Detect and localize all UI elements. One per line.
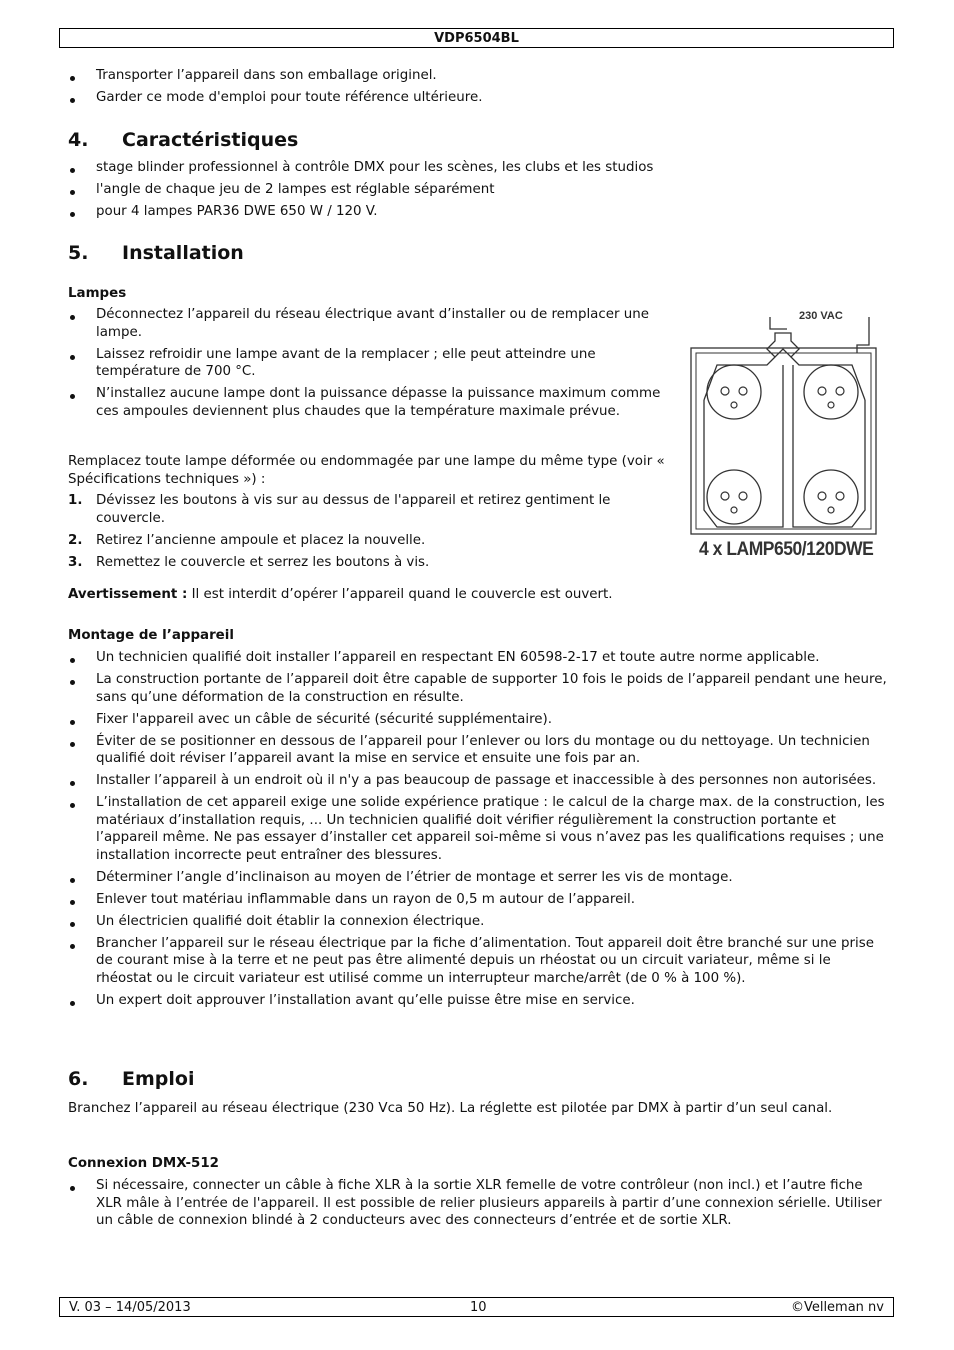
dmx-subheading: Connexion DMX-512 xyxy=(68,1156,219,1171)
list-item: Si nécessaire, connecter un câble à fiche XLR à la sortie XLR femelle de votre contrôleur (non incl.) et l’autre fiche XLR mâle à l’entrée de l'appareil. Il est possible de relier plusieurs appareils à partir d’une connexion sérielle. Utiliser un câble de connexion blindé à 2 conducteurs avec des connecteurs d’entrée et de sortie XLR. xyxy=(68,1177,888,1230)
list-item: pour 4 lampes PAR36 DWE 650 W / 120 V. xyxy=(68,203,888,221)
section-title: Emploi xyxy=(122,1068,195,1090)
list-item: Fixer l'appareil avec un câble de sécurité (sécurité supplémentaire). xyxy=(68,711,888,729)
dmx-bullet-list xyxy=(68,1177,888,1234)
lamp-socket xyxy=(707,365,761,419)
wiring-diagram-svg xyxy=(687,305,881,567)
replace-lamp-text: Remplacez toute lampe déformée ou endommagée par une lampe du même type (voir « Spécifications techniques ») : xyxy=(68,454,665,487)
list-item: Déconnectez l’appareil du réseau électrique avant d’installer ou de remplacer une lampe. xyxy=(68,306,668,341)
list-item: Un expert doit approuver l’installation avant qu’elle puisse être mise en service. xyxy=(68,992,888,1010)
model-title: VDP6504BL xyxy=(434,31,519,46)
step-number: 1. xyxy=(68,493,83,508)
warning-label: Avertissement : xyxy=(68,587,188,602)
list-item: Déterminer l’angle d’inclinaison au moyen de l’étrier de montage et serrer les vis de montage. xyxy=(68,869,888,887)
usage-text: Branchez l’appareil au réseau électrique (230 Vca 50 Hz). La réglette est pilotée par DMX à partir d’un seul canal. xyxy=(68,1101,833,1116)
mounting-subheading: Montage de l’appareil xyxy=(68,628,234,643)
lamps-bullet-list xyxy=(68,306,668,425)
lamp-socket xyxy=(707,470,761,524)
warning-body: Il est interdit d’opérer l’appareil quand le couvercle est ouvert. xyxy=(187,587,613,602)
list-item: Transporter l’appareil dans son emballage originel. xyxy=(68,67,888,85)
features-list xyxy=(68,159,888,225)
list-item: l'angle de chaque jeu de 2 lampes est réglable séparément xyxy=(68,181,888,199)
page-footer xyxy=(59,1297,894,1317)
diagram-caption: 4 x LAMP650/120DWE xyxy=(699,539,874,560)
list-item: Brancher l’appareil sur le réseau électrique par la fiche d’alimentation. Tout appareil doit être branché sur une prise de courant mise à la terre et ne peut pas être alimenté depuis un rhéostat ou un circuit variateur, même si le rhéostat ou le circuit variateur est utilisé comme un interrupteur marche/arrêt (de 0 % à 100 %). xyxy=(68,935,888,988)
list-item: stage blinder professionnel à contrôle DMX pour les scènes, les clubs et les studios xyxy=(68,159,888,177)
step-text: Retirez l’ancienne ampoule et placez la nouvelle. xyxy=(96,532,426,548)
mounting-bullet-list xyxy=(68,649,888,1014)
step-number: 2. xyxy=(68,532,83,548)
list-item: La construction portante de l’appareil doit être capable de supporter 10 fois le poids de l’appareil pendant une heure, sans qu’une déformation de la construction en résulte. xyxy=(68,671,888,706)
copyright: ©Velleman nv xyxy=(790,1300,884,1315)
lamp-socket xyxy=(804,365,858,419)
voltage-label: 230 VAC xyxy=(799,310,843,322)
page-number: 10 xyxy=(470,1300,487,1315)
list-item xyxy=(68,492,668,527)
intro-bullet-list xyxy=(68,67,888,111)
list-item: Un technicien qualifié doit installer l’appareil en respectant EN 60598-2-17 et toute autre norme applicable. xyxy=(68,649,888,667)
list-item: Installer l’appareil à un endroit où il n'y a pas beaucoup de passage et inaccessible à des personnes non autorisées. xyxy=(68,772,888,790)
lamp-wiring-diagram xyxy=(687,305,881,567)
lamps-subheading: Lampes xyxy=(68,286,127,301)
step-number: 3. xyxy=(68,554,83,570)
section-title: Caractéristiques xyxy=(122,129,299,151)
section-number: 5. xyxy=(68,242,89,264)
page-header xyxy=(59,28,894,48)
section-6-heading xyxy=(68,1068,942,1090)
version-date: V. 03 – 14/05/2013 xyxy=(69,1300,191,1315)
list-item: Éviter de se positionner en dessous de l’appareil pour l’enlever ou lors du montage ou du nettoyage. Un technicien qualifié doit réviser l’appareil avant la mise en service et ensuite une fois par an. xyxy=(68,733,888,768)
section-title: Installation xyxy=(122,242,244,264)
list-item: Garder ce mode d'emploi pour toute référence ultérieure. xyxy=(68,89,888,107)
list-item: Enlever tout matériau inflammable dans un rayon de 0,5 m autour de l’appareil. xyxy=(68,891,888,909)
list-item: L’installation de cet appareil exige une solide expérience pratique : le calcul de la charge max. de la construction, les matériaux d’installation requis, ... Un technicien qualifié doit vérifier régulièrement la construction portante et l’appareil même. Ne pas essayer d’installer cet appareil soi-même si vous n’avez pas les qualifications requises ; une installation incorrecte peut entraîner des blessures. xyxy=(68,794,888,864)
section-number: 4. xyxy=(68,129,89,151)
list-item: Laissez refroidir une lampe avant de la remplacer ; elle peut atteindre une température de 700 °C. xyxy=(68,346,668,381)
list-item: N’installez aucune lampe dont la puissance dépasse la puissance maximum comme ces ampoules deviennent plus chaudes que la température maximale prévue. xyxy=(68,385,668,420)
section-number: 6. xyxy=(68,1068,89,1090)
section-4-heading xyxy=(68,129,942,151)
list-item xyxy=(68,532,668,550)
list-item xyxy=(68,554,668,572)
step-text: Remettez le couvercle et serrez les boutons à vis. xyxy=(96,554,430,570)
power-wire-left xyxy=(770,317,787,329)
section-5-heading xyxy=(68,242,942,264)
internal-wiring xyxy=(704,365,783,527)
replace-steps-list xyxy=(68,492,668,576)
warning-text xyxy=(68,586,888,604)
step-text: Dévissez les boutons à vis sur au dessus de l'appareil et retirez gentiment le couvercle. xyxy=(96,493,611,526)
list-item: Un électricien qualifié doit établir la connexion électrique. xyxy=(68,913,888,931)
lamp-socket xyxy=(804,470,858,524)
